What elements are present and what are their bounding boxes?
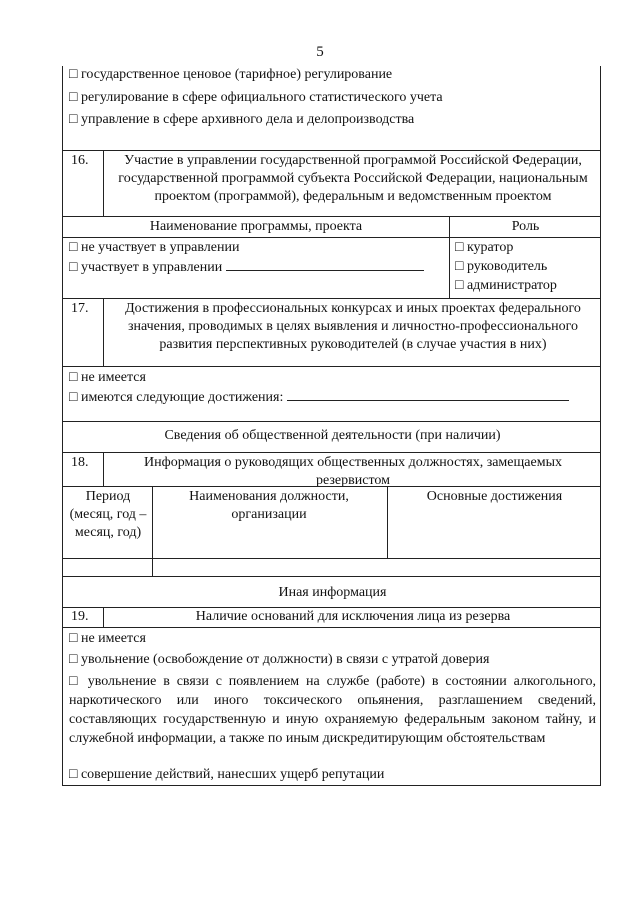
column-header-role: Роль [511,219,540,234]
divider [63,150,600,151]
divider [63,237,600,238]
column-header-achievements: Основные достижения [426,489,563,504]
section-17-number: 17. [71,301,89,316]
checkbox-archive-management[interactable]: □ управление в сфере архивного дела и делопроизводства [69,112,415,127]
checkbox-no-achievements[interactable]: □ не имеется [69,370,146,385]
checkbox-role-head[interactable]: □ руководитель [455,259,548,274]
column-header-period: Период (месяц, год – месяц, год) [69,489,147,540]
divider [103,452,104,486]
checkbox-not-participating[interactable]: □ не участвует в управлении [69,240,240,255]
checkbox-loss-of-trust[interactable]: □ увольнение (освобождение от должности) в связи с утратой доверия [69,652,490,667]
divider [103,150,104,216]
divider [63,576,600,577]
divider [63,421,600,422]
other-info-header: Иная информация [278,585,387,600]
divider [63,486,600,487]
divider [103,607,104,627]
checkbox-participating[interactable] [69,258,424,277]
checkbox-no-grounds[interactable]: □ не имеется [69,631,146,646]
divider [63,216,600,217]
divider [63,366,600,367]
divider [63,558,600,559]
achievements-blank[interactable] [287,388,569,401]
page-number: 5 [316,44,324,60]
checkbox-has-achievements-label: □ имеются следующие достижения: [69,390,284,405]
checkbox-reputation-damage[interactable]: □ совершение действий, нанесших ущерб репутации [69,767,385,782]
divider [103,298,104,366]
divider [63,452,600,453]
divider [63,627,600,628]
section-18-number: 18. [71,455,89,470]
section-16-title: Участие в управлении государственной программой Российской Федерации, государственной программой субъекта Российской Федерации, национальным проектом (программой), федеральным и ведомственным проектом [118,153,588,204]
section-18-title: Информация о руководящих общественных должностях, замещаемых резервистом [144,455,562,488]
checkbox-intoxication-dismissal[interactable]: □ увольнение в связи с появлением на службе (работе) в состоянии алкогольного, наркотического или иного токсического опьянения, разглашением сведений, составляющих государственную и иную охраняемую федеральным законом тайну, и служебной информации, а также по иным дискредитирующим обстоятельствам [69,674,596,746]
section-19-number: 19. [71,609,89,624]
form-table [62,66,601,786]
social-activity-header: Сведения об общественной деятельности (при наличии) [164,428,501,443]
divider [152,486,153,576]
divider [63,298,600,299]
program-name-blank[interactable] [226,258,424,271]
column-header-position: Наименования должности, организации [189,489,349,522]
column-header-program: Наименование программы, проекта [149,219,363,234]
checkbox-statistical-accounting[interactable]: □ регулирование в сфере официального статистического учета [69,90,443,105]
section-17-title: Достижения в профессиональных конкурсах и иных проектах федерального значения, проводимых в целях выявления и личностно-профессионального развития перспективных руководителей (в случае участия в них) [125,301,581,352]
checkbox-role-administrator[interactable]: □ администратор [455,278,557,293]
checkbox-role-curator[interactable]: □ куратор [455,240,514,255]
checkbox-participating-label: □ участвует в управлении [69,260,223,275]
section-16-number: 16. [71,153,89,168]
section-19-title: Наличие оснований для исключения лица из резерва [195,609,511,624]
checkbox-tariff-regulation[interactable]: □ государственное ценовое (тарифное) регулирование [69,67,393,82]
checkbox-has-achievements[interactable] [69,388,569,407]
